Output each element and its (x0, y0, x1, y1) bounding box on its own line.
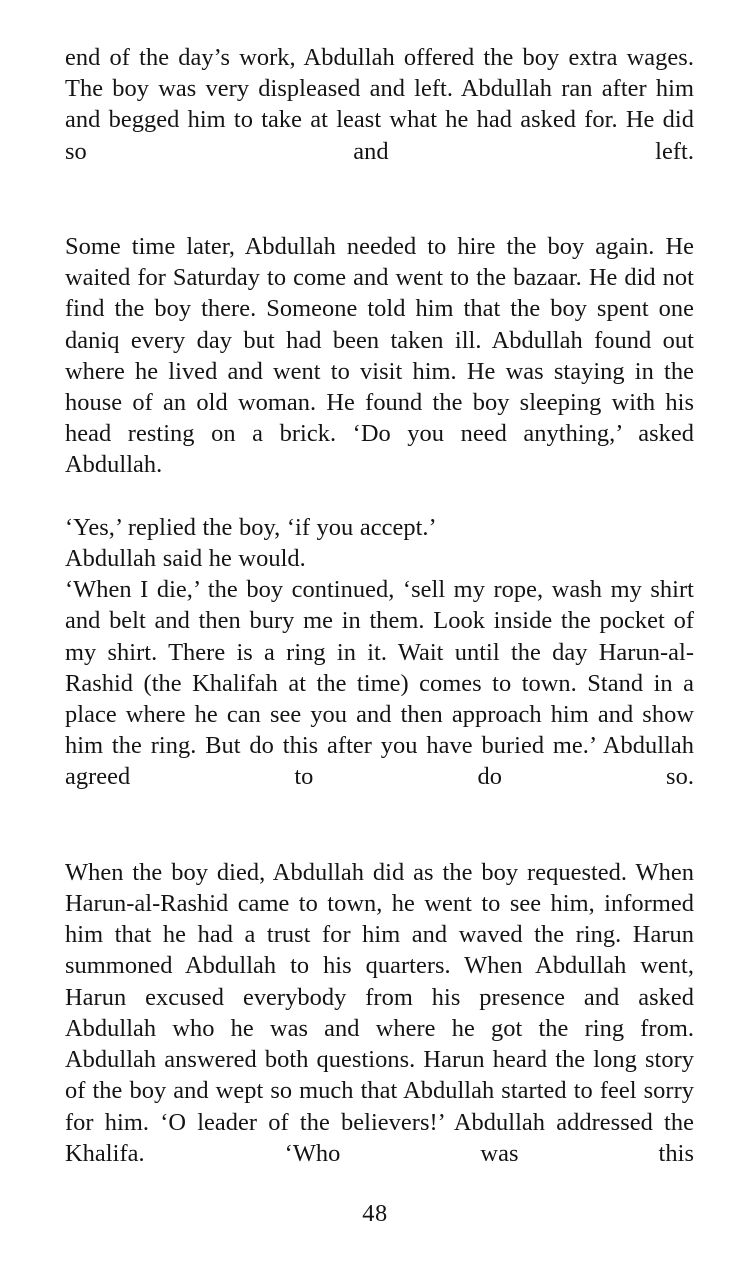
paragraph-1: end of the day’s work, Abdullah offered the boy extra wages. The boy was very displeased and left. Abdullah ran after him and begged him to take at least what he had asked for. He did so and left. (65, 44, 694, 165)
page-text-block (65, 42, 694, 1200)
paragraph-spacer (65, 198, 694, 231)
paragraph-spacer (65, 824, 694, 857)
paragraph-5-dialogue-when-i-die: ‘When I die,’ the boy continued, ‘sell my rope, wash my shirt and belt and then bury me in them. Look inside the pocket of my shirt. There is a ring in it. Wait until the day Harun-al-Rashid (the Khalifah at the time) comes to town. Stand in a place where he can see you and then approach him and show him the ring. But do this after you have buried me.’ Abdullah agreed to do so. (65, 576, 694, 791)
paragraph-3-dialogue-yes: ‘Yes,’ replied the boy, ‘if you accept.’ (65, 513, 437, 541)
paragraph-6: When the boy died, Abdullah did as the boy requested. When Harun-al-Rashid came to town, he went to see him, informed him that he had a trust for him and waved the ring. Harun summoned Abdullah to his quarters. When Abdullah went, Harun excused everybody from his presence and asked Abdullah who he was and where he got the ring from. Abdullah answered both questions. Harun heard the long story of the boy and wept so much that Abdullah started to feel sorry for him. ‘O leader of the believers!’ Abdullah addressed the Khalifa. ‘Who was this (65, 858, 694, 1167)
page-number: 48 (362, 1200, 388, 1227)
paragraph-2: Some time later, Abdullah needed to hire the boy again. He waited for Saturday to come and went to the bazaar. He did not find the boy there. Someone told him that the boy spent one daniq every day but had been taken ill. Abdullah found out where he lived and went to visit him. He was staying in the house of an old woman. He found the boy sleeping with his head resting on a brick. ‘Do you need anything,’ asked Abdullah. (65, 233, 694, 479)
paragraph-4-dialogue-reply: Abdullah said he would. (65, 545, 306, 573)
